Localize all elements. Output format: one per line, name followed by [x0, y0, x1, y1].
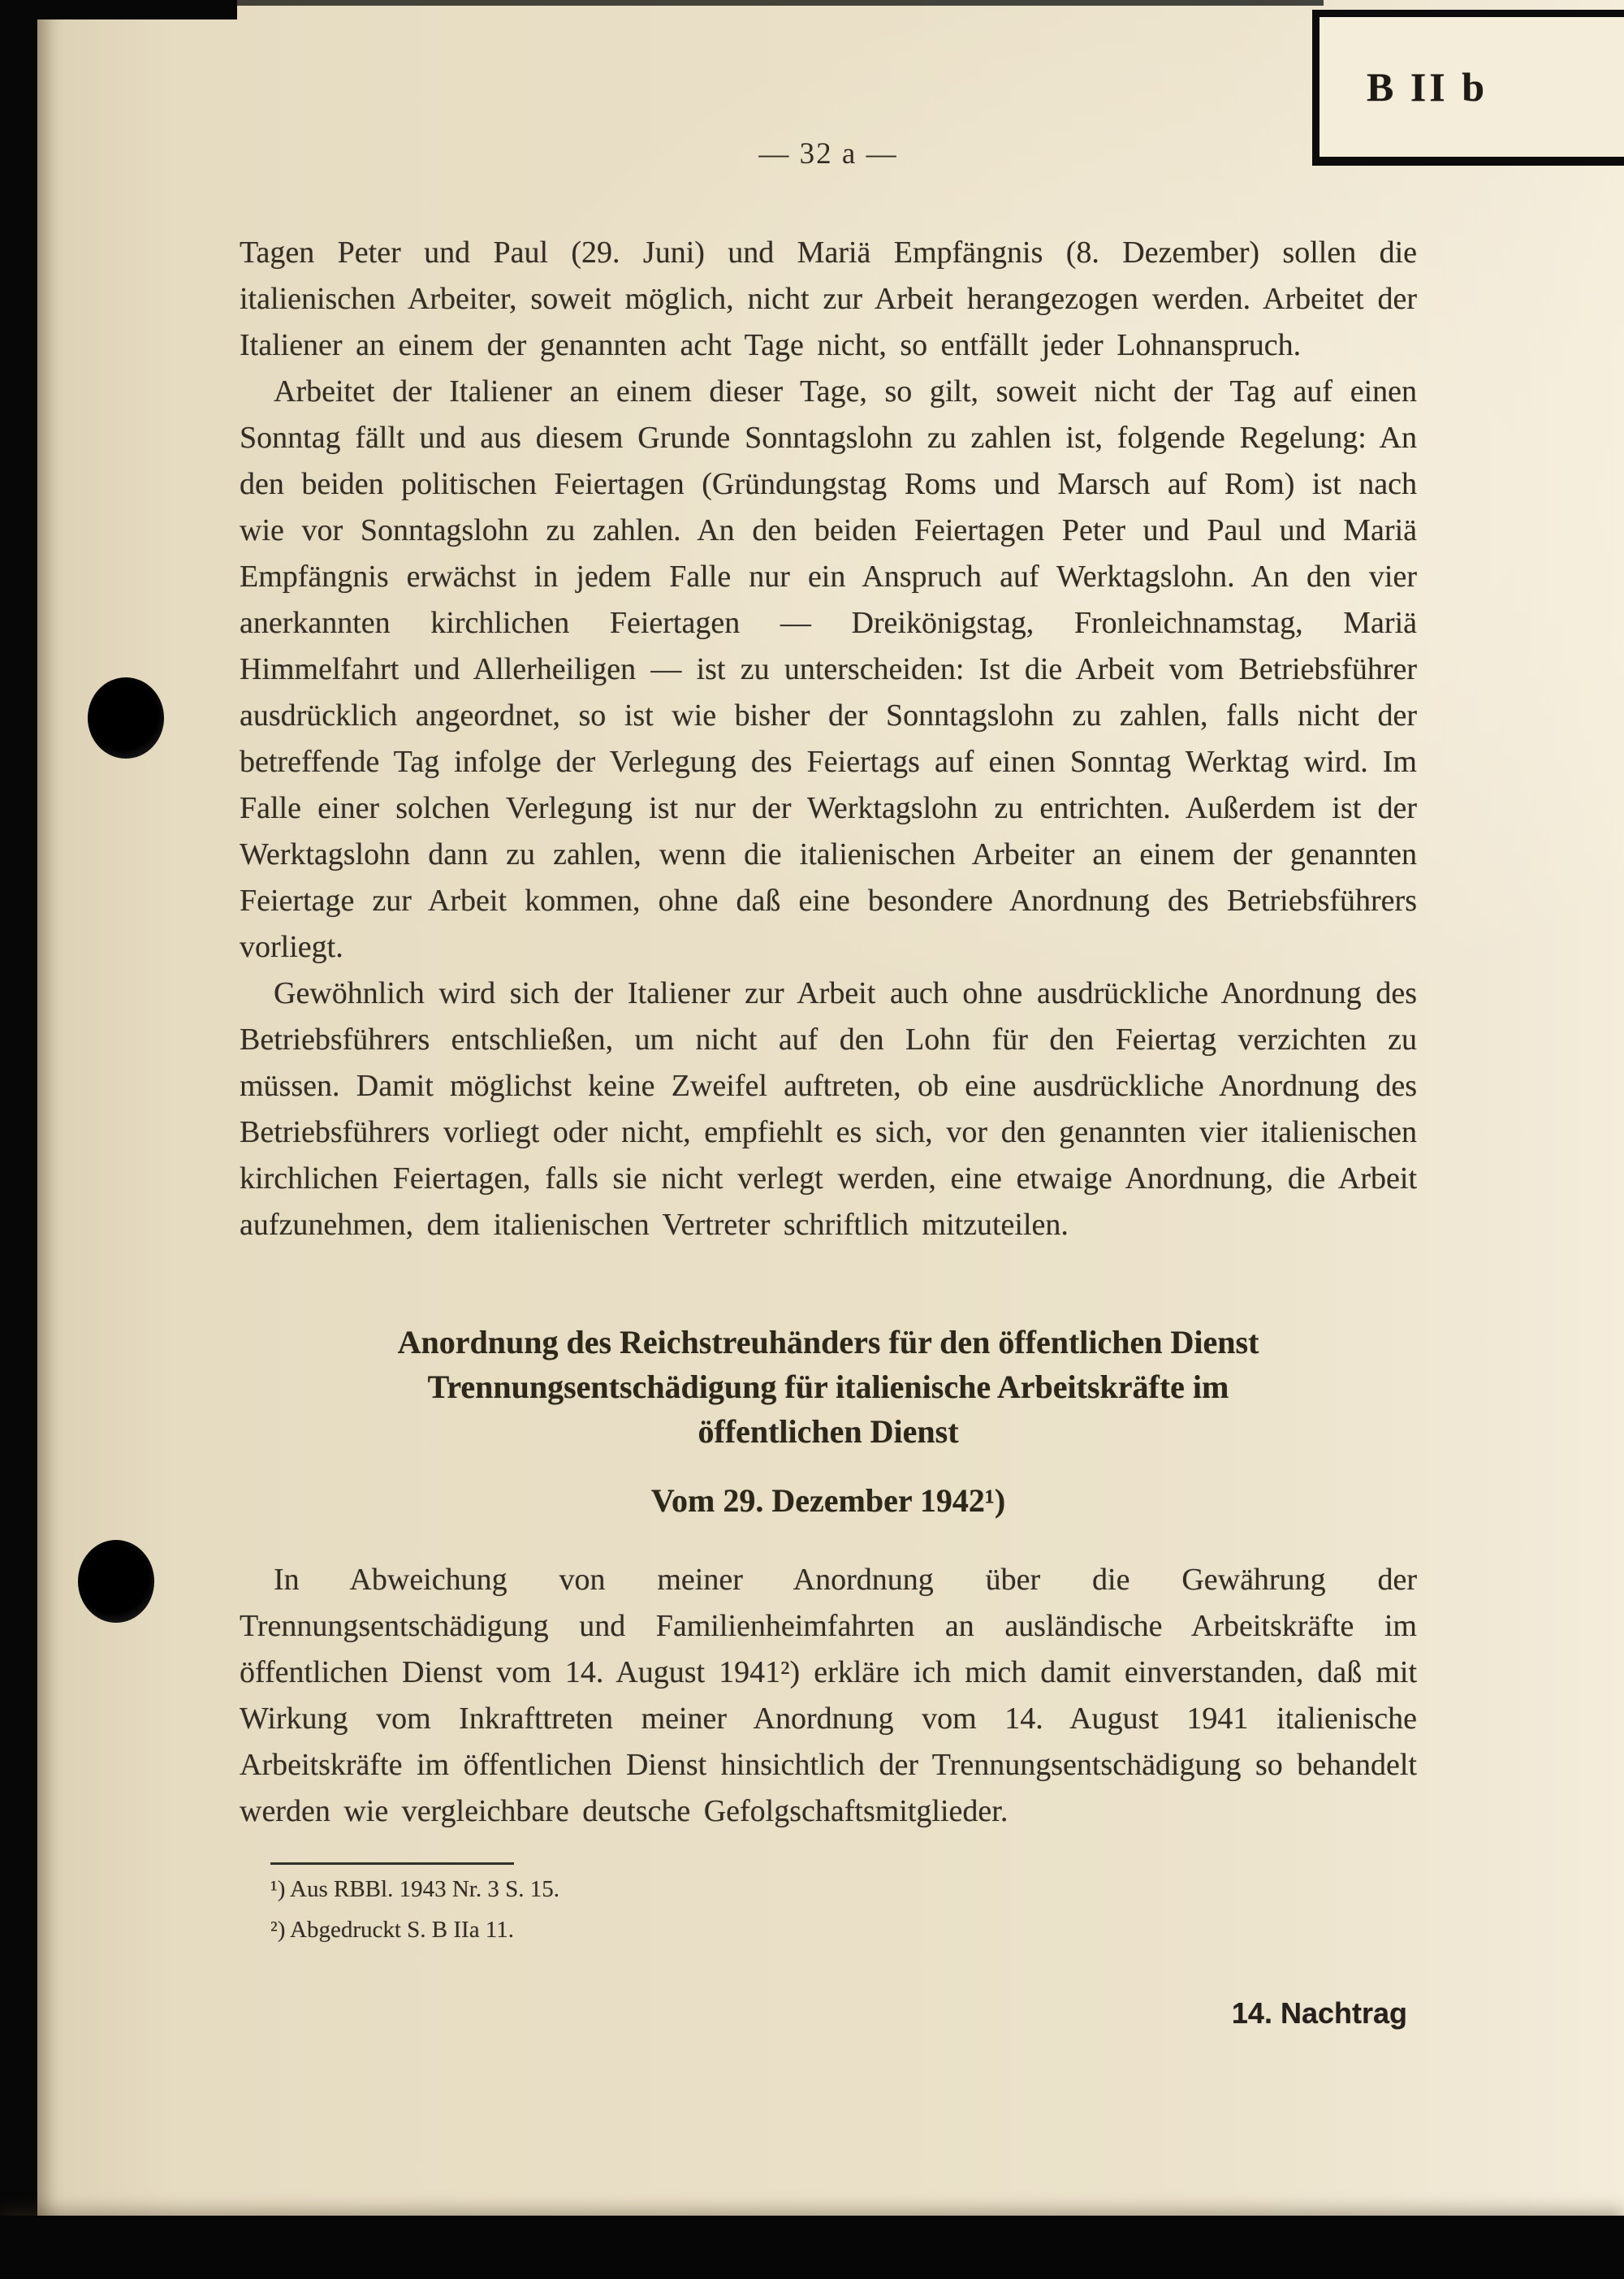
page-number: — 32 a — [758, 137, 898, 171]
decree-title-line-3: öffentlichen Dienst [698, 1413, 959, 1450]
supplement-label: 14. Nachtrag [1231, 1996, 1407, 2030]
section-label: B II b [1367, 64, 1488, 110]
text-column [240, 0, 1417, 2030]
decree-paragraph: In Abweichung von meiner Anordnung über die Gewährung der Trennungsentschädigung und Familienheimfahrten an ausländische Arbeitskräfte im öffentlichen Dienst vom 14. August 1941²) erkläre ich mich damit einverstanden, daß mit Wirkung vom Inkrafttreten meiner Anordnung vom 14. August 1941 italienische Arbeitskräfte im öffentlichen Dienst hinsichtlich der Trennungsentschädigung so behandelt werden wie vergleichbare deutsche Gefolgschaftsmitglieder. [240, 1563, 1417, 1828]
decree-title-line-1: Anordnung des Reichstreuhänders für den öffentlichen Dienst [397, 1324, 1259, 1360]
scan-edge-left [0, 0, 37, 2279]
footnote-separator-rule [270, 1862, 514, 1865]
decree-title [240, 1320, 1417, 1454]
body-paragraph-2: Arbeitet der Italiener an einem dieser Tage, so gilt, soweit nicht der Tag auf einen Sonntag fällt und aus diesem Grunde Sonntagslohn zu zahlen ist, folgende Regelung: An den beiden politischen Feiertagen (Gründungstag Roms und Marsch auf Rom) ist nach wie vor Sonntagslohn zu zahlen. An den beiden Feiertagen Peter und Paul und Mariä Empfängnis erwächst in jedem Falle nur ein Anspruch auf Werktagslohn. An den vier anerkannten kirchlichen Feiertagen — Dreikönigstag, Fronleichnamstag, Mariä Himmelfahrt und Allerheiligen — ist zu unterscheiden: Ist die Arbeit vom Betriebsführer ausdrücklich angeordnet, so ist wie bisher der Sonntagslohn zu zahlen, falls nicht der betreffende Tag infolge der Verlegung des Feiertags auf einen Sonntag Werktag wird. Im Falle einer solchen Verlegung ist nur der Werktagslohn zu entrichten. Außerdem ist der Werktagslohn dann zu zahlen, wenn die italienischen Arbeiter an einem der genannten Feiertage zur Arbeit kommen, ohne daß eine besondere Anordnung des Betriebsführers vorliegt. [240, 374, 1417, 964]
body-paragraph-3: Gewöhnlich wird sich der Italiener zur Arbeit auch ohne ausdrückliche Anordnung des Betriebsführers entschließen, um nicht auf den Lohn für den Feiertag verzichten zu müssen. Damit möglichst keine Zweifel auftreten, ob eine ausdrückliche Anordnung des Betriebsführers vorliegt oder nicht, empfiehlt es sich, vor den genannten vier italienischen kirchlichen Feiertagen, falls sie nicht verlegt werden, eine etwaige Anordnung, die Arbeit aufzunehmen, dem italienischen Vertreter schriftlich mitzuteilen. [240, 976, 1417, 1242]
scan-edge-top-left [0, 0, 237, 19]
footnote-1: ¹) Aus RBBl. 1943 Nr. 3 S. 15. [270, 1876, 559, 1902]
hole-punch-bottom [78, 1540, 154, 1623]
hole-punch-top [88, 677, 164, 759]
decree-date-line: Vom 29. Dezember 1942¹) [650, 1482, 1006, 1519]
footnote-2: ²) Abgedruckt S. B IIa 11. [270, 1917, 514, 1943]
scan-edge-bottom [0, 2216, 1624, 2279]
footnote-block [240, 1862, 1417, 1946]
body-paragraph-1: Tagen Peter und Paul (29. Juni) und Mariä Empfängnis (8. Dezember) sollen die italienischen Arbeiter, soweit möglich, nicht zur Arbeit herangezogen werden. Arbeitet der Italiener an einem der genannten acht Tage nicht, so entfällt jeder Lohnanspruch. [240, 236, 1417, 362]
decree-title-line-2: Trennungsentschädigung für italienische Arbeitskräfte im [427, 1369, 1229, 1405]
